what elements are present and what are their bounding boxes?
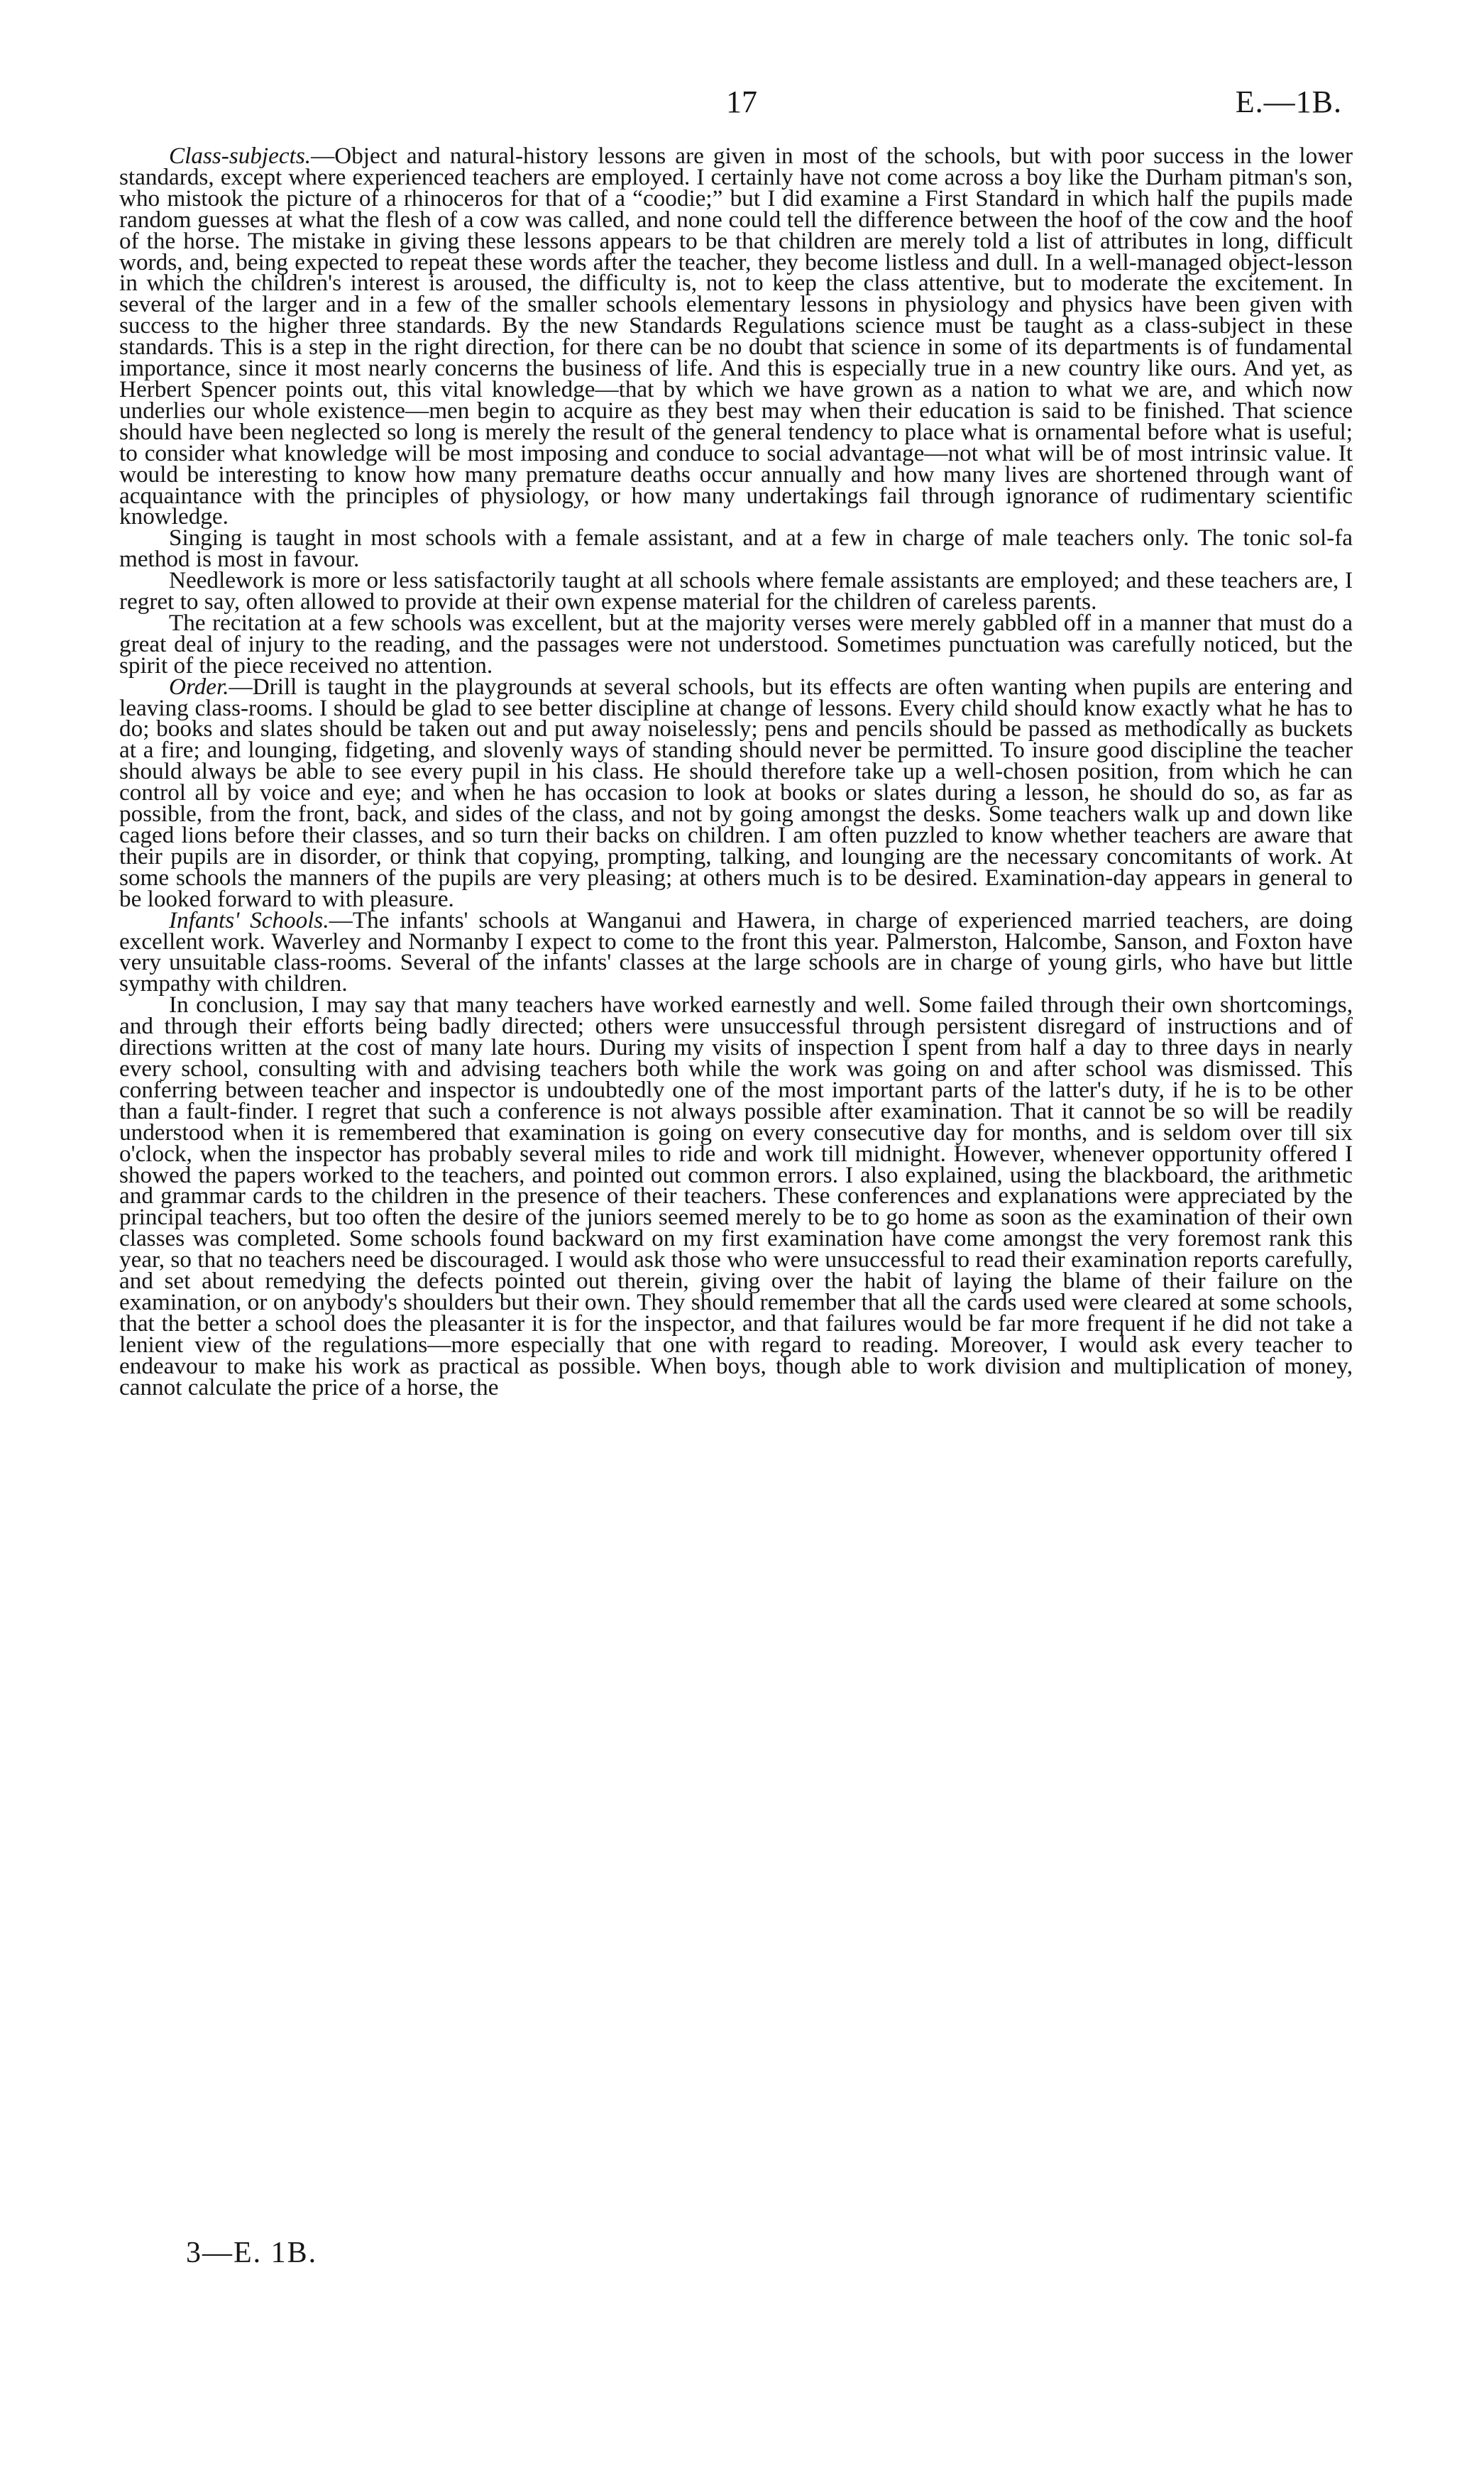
- page-header: [0, 84, 1484, 133]
- paragraph-singing: [119, 525, 1353, 573]
- signature-mark: 3—E. 1B.: [186, 2237, 318, 2269]
- paragraph-conclusion: [119, 994, 1353, 1398]
- paragraph-recitation: [119, 609, 1353, 679]
- paragraph-text: —The infants' schools at Wanganui and Hawera, in charge of experienced married teachers, are doing excellent work. Waverley and Normanby I expect to come to the front this year. Palmerston, Halcombe, Sanson, and Foxton have very unsuitable class-rooms. Several of the infants' classes at the large schools are in charge of young girls, who have but little sympathy with children.: [119, 906, 1353, 997]
- paragraph-text: The recitation at a few schools was excellent, but at the majority verses were merely gabbled off in a manner that must do a great deal of injury to the reading, and the passages were not understood. Sometimes punctuation was carefully noticed, but the spirit of the piece received no attention.: [119, 609, 1353, 679]
- paragraph-text: Singing is taught in most schools with a female assistant, and at a few in charge of male teachers only. The tonic sol-fa method is most in favour.: [119, 525, 1353, 573]
- document-reference: E.—1B.: [1235, 84, 1342, 119]
- paragraph-text: —Drill is taught in the playgrounds at several schools, but its effects are often wanting when pupils are entering and leaving class-rooms. I should be glad to see better discipline at change of lessons. Every child should know exactly what he has to do; books and slates should be taken out and put away noiselessly; pens and pencils should be passed as methodically as buckets at a fire; and lounging, fidgeting, and slovenly ways of standing should never be permitted. To insure good discipline the teacher should always be able to see every pupil in his class. He should therefore take up a well-chosen position, from which he can control all by voice and eye; and when he has occasion to look at books or slates during a lesson, he should do so, as far as possible, from the front, back, and sides of the class, and not by going amongst the desks. Some teachers walk up and down like caged lions before their classes, and so turn their backs on children. I am often puzzled to know whether teachers are aware that their pupils are in disorder, or think that copying, prompting, talking, and lounging are the necessary concomitants of work. At some schools the manners of the pupils are very pleasing; at others much is to be desired. Examination-day appears in general to be looked forward to with pleasure.: [119, 673, 1353, 912]
- paragraph-text: In conclusion, I may say that many teachers have worked earnestly and well. Some failed through their own shortcomings, and through their efforts being badly directed; others were unsuccessful through persistent disregard of instructions and of directions written at the cost of many late hours. During my visits of inspection I spent from half a day to three days in nearly every school, consulting with and advising teachers both while the work was going on and after school was dismissed. This conferring between teacher and inspector is undoubtedly one of the most important parts of the latter's duty, if he is to be other than a fault-finder. I regret that such a conference is not always possible after examination. That it cannot be so will be readily understood when it is remembered that examination is going on every consecutive day for months, and is seldom over till six o'clock, when the inspector has probably several miles to ride and work till midnight. However, whenever opportunity offered I showed the papers worked to the teachers, and pointed out common errors. I also explained, using the blackboard, the arithmetic and grammar cards to the children in the presence of their teachers. These conferences and explanations were appreciated by the principal teachers, but too often the desire of the juniors seemed merely to be to go home as soon as the examination of their own classes was completed. Some schools found backward on my first examination have come amongst the very foremost rank this year, so that no teachers need be discouraged. I would ask those who were unsuccessful to read their examination reports carefully, and set about remedying the defects pointed out therein, giving over the habit of laying the blame of their failure on the examination, or on anybody's shoulders but their own. They should remember that all the cards used were cleared at some schools, that the better a school does the pleasanter it is for the inspector, and that failures would be far more frequent if he did not take a lenient view of the regulations—more especially that one with regard to reading. Moreover, I would ask every teacher to endeavour to make his work as practical as possible. When boys, though able to work division and multiplication of money, cannot calculate the price of a horse, the: [119, 992, 1353, 1400]
- paragraph-infants-schools: [119, 906, 1353, 997]
- paragraph-text: Needlework is more or less satisfactorily taught at all schools where female assistants are employed; and these teachers are, I regret to say, often allowed to provide at their own expense material for the children of careless parents.: [119, 567, 1353, 615]
- paragraph-class-subjects: [119, 143, 1353, 530]
- paragraph-heading: Order.: [169, 673, 229, 700]
- paragraph-order: [119, 673, 1353, 912]
- report-body: [119, 143, 1353, 1400]
- paragraph-needlework: [119, 567, 1353, 615]
- paragraph-heading: Class-subjects.: [169, 143, 312, 169]
- paragraph-heading: Infants' Schools.: [169, 906, 329, 933]
- paragraph-text: —Object and natural-history lessons are given in most of the schools, but with poor success in the lower standards, except where experienced teachers are employed. I certainly have not come across a boy like the Durham pitman's son, who mistook the picture of a rhinoceros for that of a “coodie;” but I did examine a First Standard in which half the pupils made random guesses at what the flesh of a cow was called, and none could tell the difference between the hoof of the cow and the hoof of the horse. The mistake in giving these lessons appears to be that children are merely told a list of attributes in long, difficult words, and, being expected to repeat these words after the teacher, they become listless and dull. In a well-managed object-lesson in which the children's interest is aroused, the difficulty is, not to keep the class attentive, but to moderate the excitement. In several of the larger and in a few of the smaller schools elementary lessons in physiology and physics have been given with success to the higher three standards. By the new Standards Regulations science must be taught as a class-subject in these standards. This is a step in the right direction, for there can be no doubt that science in some of its departments is of fundamental importance, since it most nearly concerns the business of life. And this is especially true in a new country like ours. And yet, as Herbert Spencer points out, this vital knowledge—that by which we have grown as a nation to what we are, and which now underlies our whole existence—men begin to acquire as they best may when their education is said to be finished. That science should have been neglected so long is merely the result of the general tendency to place what is ornamental before what is useful; to consider what knowledge will be most imposing and conduce to social advantage—not what will be of most intrinsic value. It would be interesting to know how many premature deaths occur annually and how many lives are shortened through want of acquaintance with the principles of physiology, or how many undertakings fail through ignorance of rudimentary scientific knowledge.: [119, 143, 1353, 530]
- page-number: 17: [726, 84, 757, 119]
